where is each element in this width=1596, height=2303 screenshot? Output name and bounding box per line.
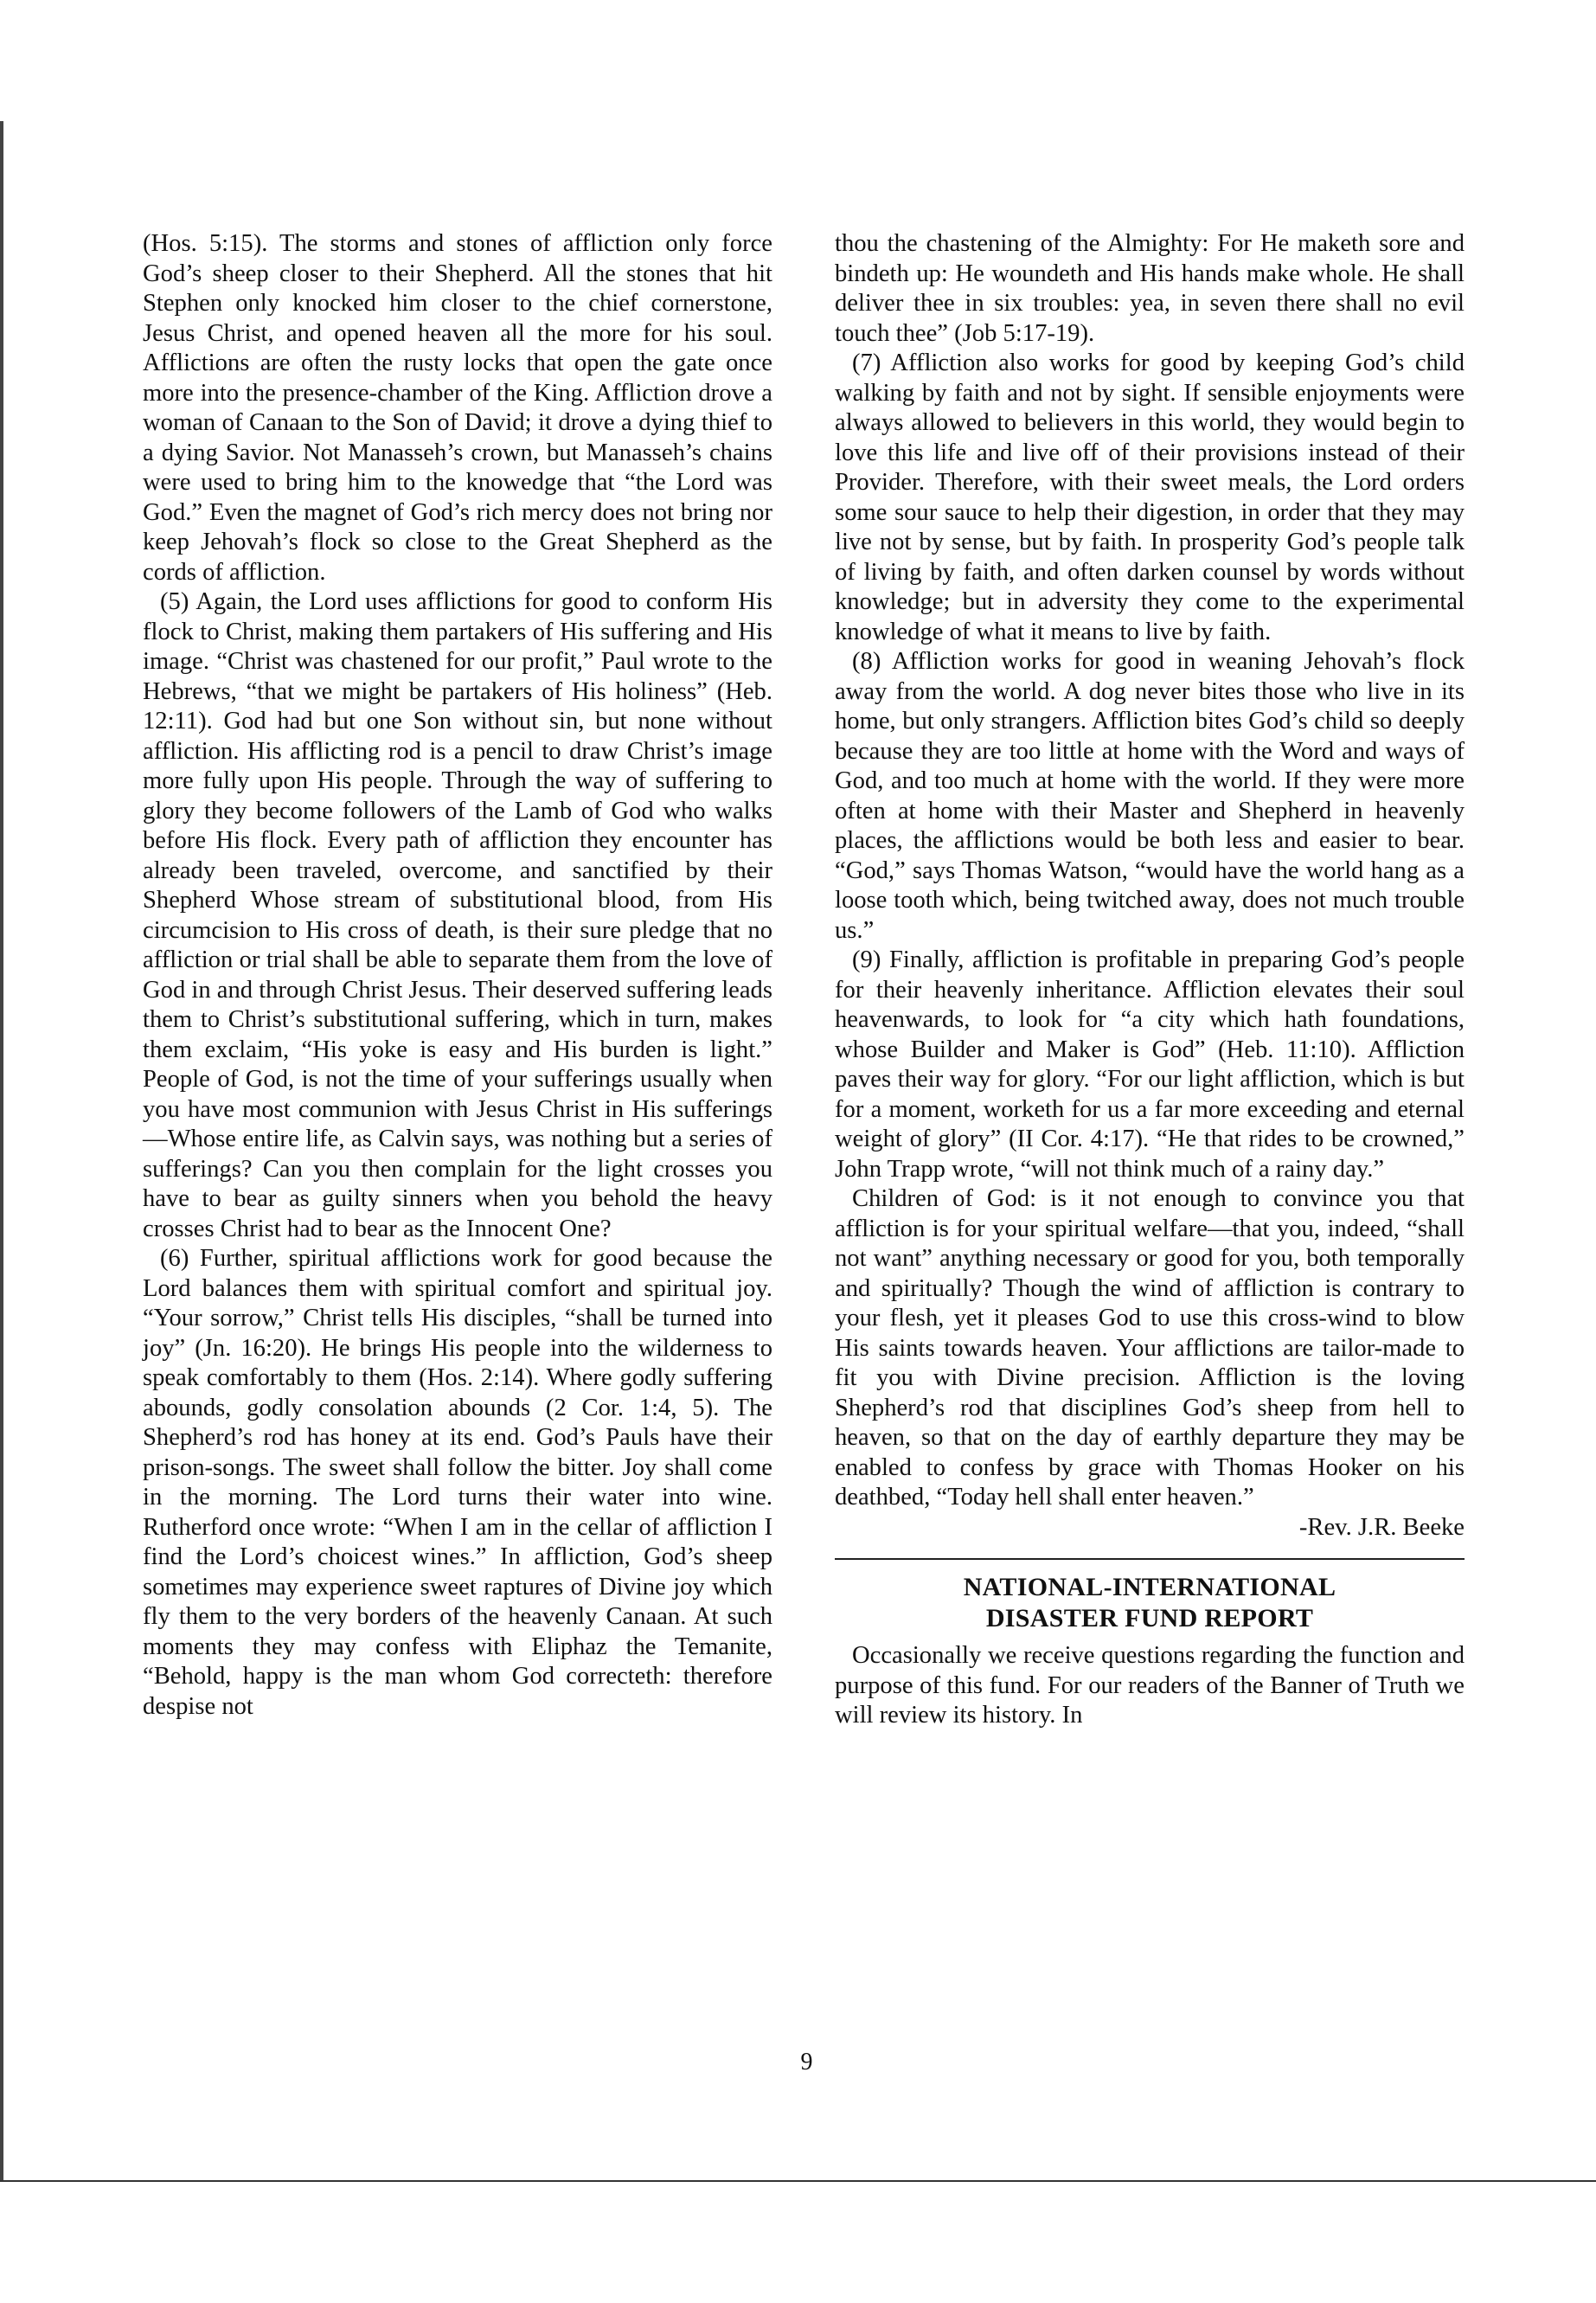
page-number: 9 (800, 2049, 813, 2075)
scan-left-edge (0, 121, 3, 2180)
right-paragraph-1: thou the chastening of the Almighty: For He maketh sore and bindeth up: He woundeth and His hands make whole. He shall deliver thee in six troubles: yea, in seven there shall no evil touch thee” (Job 5:17-19). (835, 230, 1465, 347)
section-divider (835, 1558, 1465, 1560)
left-paragraph-1: (Hos. 5:15). The storms and stones of affliction only force God’s sheep closer to their Shepherd. All the stones that hit Stephen only knocked him closer to the chief cornerstone, Jesus Christ, and opened heaven all the more for his soul. Afflictions are often the rusty locks that open the gate once more into the presence-chamber of the King. Affliction drove a woman of Canaan to the Son of David; it drove a dying thief to a dying Savior. Not Manasseh’s crown, but Manasseh’s chains were used to bring him to the knowedge that “the Lord was God.” Even the magnet of God’s rich mercy does not bring nor keep Jehovah’s flock so close to the Great Shepherd as the cords of affliction. (143, 230, 772, 586)
right-paragraph-3: (8) Affliction works for good in weaning Jehovah’s flock away from the world. A dog never bites those who live in its home, but only strangers. Affliction bites God’s child so deeply because they are too little at home with the Word and ways of God, and too much at home with the world. If they were more often at home with their Master and Shepherd in heavenly places, the afflictions would be both less and easier to bear. “God,” says Thomas Watson, “would have the world hang as a loose tooth which, being twitched away, does not much trouble us.” (835, 648, 1465, 944)
right-column (835, 229, 1465, 1731)
left-column (143, 229, 772, 1722)
scan-top-margin (0, 0, 1596, 121)
section-heading (835, 1572, 1465, 1634)
section-heading-line-2: DISASTER FUND REPORT (985, 1604, 1314, 1633)
right-paragraph-4: (9) Finally, affliction is profitable in preparing God’s people for their heavenly inheritance. Affliction elevates their soul heavenwards, to look for “a city which hath foundations, whose Builder and Maker is God” (Heb. 11:10). Affliction paves their way for glory. “For our light affliction, which is but for a moment, worketh for us a far more exceeding and eternal weight of glory” (II Cor. 4:17). “He that rides to be crowned,” John Trapp wrote, “will not think much of a rainy day.” (835, 946, 1465, 1183)
left-paragraph-3: (6) Further, spiritual afflictions work for good because the Lord balances them with spiritual comfort and spiritual joy. “Your sorrow,” Christ tells His disciples, “shall be turned into joy” (Jn. 16:20). He brings His people into the wilderness to speak comfortably to them (Hos. 2:14). Where godly suffering abounds, godly consolation abounds (2 Cor. 1:4, 5). The Shepherd’s rod has honey at its end. God’s Pauls have their prison-songs. The sweet shall follow the bitter. Joy shall come in the morning. The Lord turns their water into wine. Rutherford once wrote: “When I am in the cellar of affliction I find the Lord’s choicest wines.” In affliction, God’s sheep sometimes may experience sweet raptures of Divine joy which fly them to the very borders of the heavenly Canaan. At such moments they may confess with Eliphaz the Temanite, “Behold, happy is the man whom God correcteth: therefore despise not (143, 1245, 772, 1720)
right-paragraph-2: (7) Affliction also works for good by keeping God’s child walking by faith and not by sight. If sensible enjoyments were always allowed to believers in this world, they would begin to love this life and live off of their provisions instead of their Provider. Therefore, with their sweet meals, the Lord orders some sour sauce to help their digestion, in order that they may live not by sense, but by faith. In prosperity God’s people talk of living by faith, and often darken counsel by words without knowledge; but in adversity they come to the experimental knowledge of what it means to live by faith. (835, 350, 1465, 645)
left-paragraph-2: (5) Again, the Lord uses afflictions for good to conform His flock to Christ, making them partakers of His suffering and His image. “Christ was chastened for our profit,” Paul wrote to the Hebrews, “that we might be partakers of His holiness” (Heb. 12:11). God had but one Son without sin, but none without affliction. His afflicting rod is a pencil to draw Christ’s image more fully upon His people. Through the way of suffering to glory they become followers of the Lamb of God who walks before His flock. Every path of affliction they encounter has already been traveled, overcome, and sanctified by their Shepherd Whose stream of substitutional blood, from His circumcision to His cross of death, is their sure pledge that no affliction or trial shall be able to separate them from the love of God in and through Christ Jesus. Their deserved suffering leads them to Christ’s substitutional suffering, which in turn, makes them exclaim, “His yoke is easy and His burden is light.” People of God, is not the time of your sufferings usually when you have most communion with Jesus Christ in His sufferings—Whose entire life, as Calvin says, was nothing but a series of sufferings? Can you then complain for the light crosses you have to bear as guilty sinners when you behold the heavy crosses Christ had to bear as the Innocent One? (143, 588, 772, 1242)
scan-bottom-margin (0, 2180, 1596, 2303)
section-paragraph: Occasionally we receive questions regarding the function and purpose of this fund. For our readers of the Banner of Truth we will review its history. In (835, 1642, 1465, 1729)
right-paragraph-5: Children of God: is it not enough to convince you that affliction is for your spiritual welfare—that you, indeed, “shall not want” anything necessary or good for you, both temporally and spiritually? Though the wind of affliction is contrary to your flesh, yet it pleases God to use this cross-wind to blow His saints towards heaven. Your afflictions are tailor-made to fit you with Divine precision. Affliction is the loving Shepherd’s rod that disciplines God’s sheep from hell to heaven, so that on the day of earthly departure they may be enabled to confess by grace with Thomas Hooker on his deathbed, “Today hell shall enter heaven.” (835, 1185, 1465, 1511)
document-page (143, 229, 1471, 2184)
author-signature: -Rev. J.R. Beeke (1298, 1513, 1465, 1541)
section-heading-line-1: NATIONAL-INTERNATIONAL (963, 1573, 1336, 1601)
